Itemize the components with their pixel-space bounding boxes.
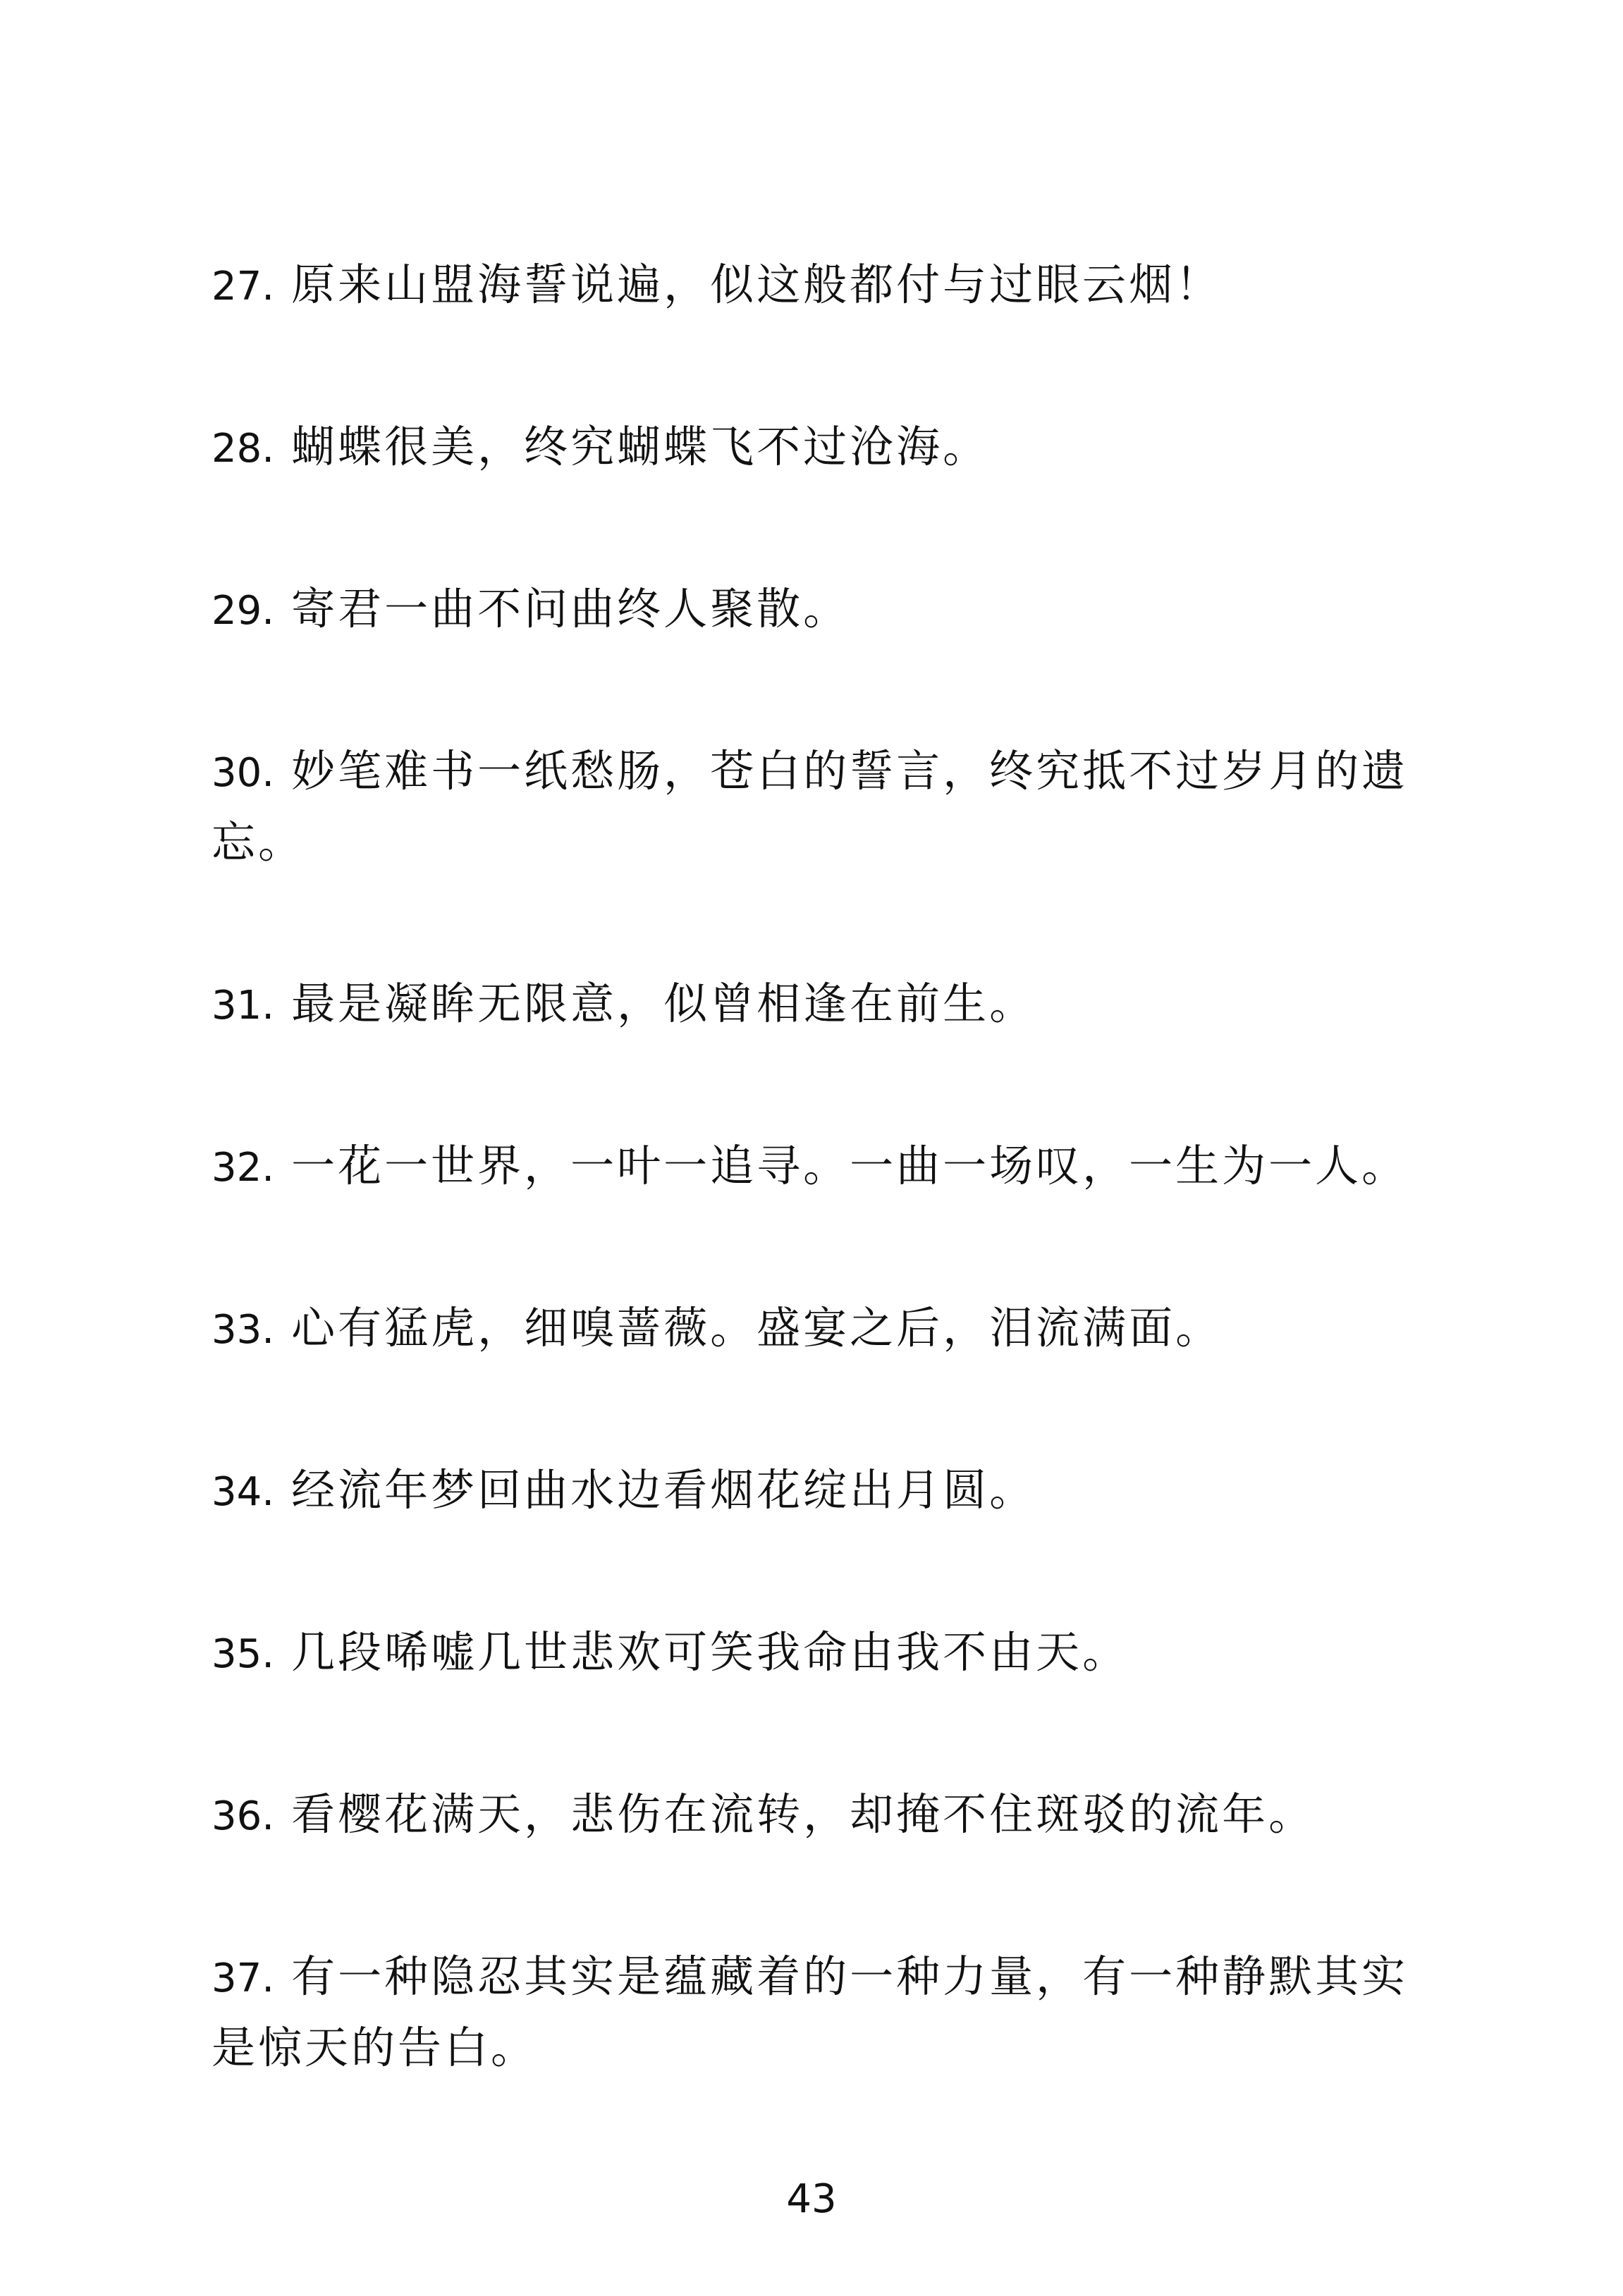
entry-35 <box>212 1618 1445 1689</box>
entry-37 <box>212 1942 1445 2082</box>
entry-number: 31. <box>212 983 275 1029</box>
entry-text: 寄君一曲不问曲终人聚散。 <box>291 583 850 634</box>
entry-text: 心有猛虎，细嗅蔷薇。盛宴之后，泪流满面。 <box>291 1302 1223 1353</box>
entry-31 <box>212 969 1445 1040</box>
entry-number: 35. <box>212 1631 275 1677</box>
entry-number: 34. <box>212 1469 275 1515</box>
entry-number: 32. <box>212 1145 275 1191</box>
entry-number: 29. <box>212 588 275 634</box>
entry-text: 经流年梦回曲水边看烟花绽出月圆。 <box>291 1464 1036 1516</box>
entry-32 <box>212 1131 1445 1203</box>
entry-text: 有一种隐忍其实是蕴藏着的一种力量，有一种静默其实是惊天的告白。 <box>212 1951 1409 2073</box>
entry-text: 一花一世界，一叶一追寻。一曲一场叹，一生为一人。 <box>291 1140 1409 1191</box>
entry-text: 蝴蝶很美，终究蝴蝶飞不过沧海。 <box>291 421 990 472</box>
entry-number: 27. <box>212 264 275 309</box>
entry-number: 30. <box>212 750 275 796</box>
entry-36 <box>212 1780 1445 1851</box>
entry-text: 原来山盟海誓说遍，似这般都付与过眼云烟！ <box>291 259 1223 310</box>
entry-34 <box>212 1456 1445 1527</box>
entry-28 <box>212 412 1445 484</box>
entry-text: 最是凝眸无限意，似曾相逢在前生。 <box>291 978 1036 1029</box>
entry-text: 妙笔难书一纸愁肠，苍白的誓言，终究抵不过岁月的遗忘。 <box>212 745 1409 868</box>
entry-29 <box>212 575 1445 646</box>
entry-number: 36. <box>212 1793 275 1839</box>
entry-27 <box>212 250 1445 321</box>
entry-number: 33. <box>212 1307 275 1353</box>
entry-number: 37. <box>212 1956 275 2001</box>
entry-30 <box>212 737 1445 877</box>
page-number: 43 <box>786 2176 837 2222</box>
entry-text: 看樱花满天，悲伤在流转，却掩不住斑驳的流年。 <box>291 1788 1316 1840</box>
entry-text: 几段唏嘘几世悲欢可笑我命由我不由天。 <box>291 1626 1129 1678</box>
entry-33 <box>212 1294 1445 1365</box>
entry-number: 28. <box>212 426 275 472</box>
